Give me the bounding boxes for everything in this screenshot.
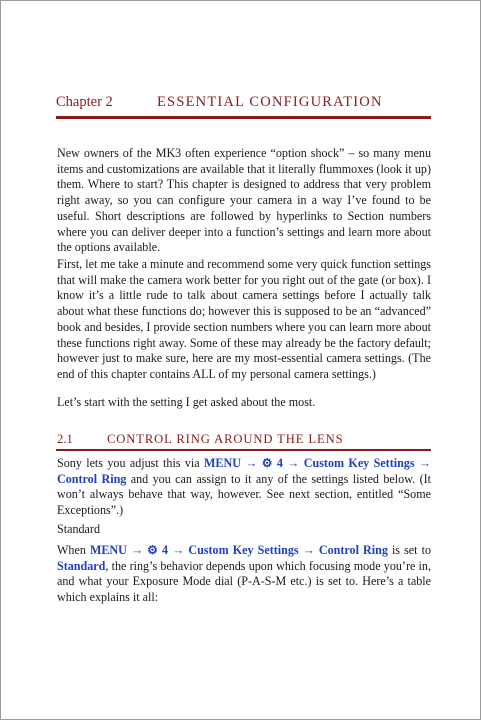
paragraph-standard [57, 543, 431, 606]
paragraph-intro: New owners of the MK3 often experience “option shock” – so many menu items and customizations are available that it literally flummoxes (look it up) them. Where to start? This chapter is designed to address that very problem right away, so you can configure your camera in a way I’ve found to be useful. Short descriptions are followed by hyperlinks to Section numbers where you can deliver deeper into a function’s settings and learn more about the options available. [57, 146, 431, 255]
arrow-icon: → [168, 543, 189, 557]
gear-icon: ⚙ [147, 543, 158, 557]
chapter-rule [56, 116, 431, 119]
menu-link[interactable]: MENU [204, 456, 241, 470]
control-ring-link[interactable]: Control Ring [57, 471, 127, 486]
paragraph-control-ring [57, 456, 431, 519]
control-ring-link[interactable]: Control Ring [318, 543, 388, 557]
text-run: , the ring’s behavior depends upon which focusing mode you’re in, and what your Exposure Mode dial (P-A-S-M etc.) is set to. Here’s a table which explains it all: [57, 558, 431, 605]
text-run: When [57, 543, 90, 557]
section-heading [57, 432, 431, 450]
arrow-icon: → [126, 543, 148, 557]
custom-key-settings-link[interactable]: Custom Key Settings [188, 543, 299, 557]
arrow-icon: → [298, 543, 319, 557]
arrow-icon: → [240, 456, 262, 470]
menu-link[interactable]: MENU [89, 543, 127, 557]
paragraph-standard-label: Standard [57, 522, 100, 536]
text-run: Sony lets you adjust this via [57, 456, 204, 470]
text-run: is set to [387, 543, 431, 557]
arrow-icon: → [282, 456, 304, 470]
chapter-title: ESSENTIAL CONFIGURATION [157, 94, 383, 110]
menu-page-number: 4 [157, 543, 169, 557]
paragraph-settings: First, let me take a minute and recommend some very quick function settings that will make the camera work better for you right out of the gate (or box). I know it’s a little rude to talk about camera settings before I actually talk about what these functions do; however this is supposed to be an “advanced” book and besides, I provide section numbers where you can learn more about these functions right away. Some of these may already be the factory default; however just to make sure, here are my most-essential camera settings. (The end of this chapter contains ALL of my personal camera settings.) [57, 257, 431, 381]
text-run: and you can assign to it any of the settings listed below. (It won’t always behave that way, however. See next section, entitled “Some Exceptions”.) [57, 471, 431, 518]
menu-page-number: 4 [272, 456, 283, 470]
section-number: 2.1 [57, 432, 73, 446]
arrow-icon: → [414, 456, 431, 470]
section-title: CONTROL RING AROUND THE LENS [107, 432, 344, 446]
standard-link[interactable]: Standard [57, 558, 106, 573]
custom-key-settings-link[interactable]: Custom Key Settings [303, 456, 415, 470]
paragraph-lead-in: Let’s start with the setting I get asked about the most. [57, 395, 316, 409]
chapter-heading [56, 94, 431, 116]
gear-icon: ⚙ [261, 456, 273, 470]
chapter-number: Chapter 2 [56, 94, 113, 110]
section-rule [56, 449, 431, 451]
